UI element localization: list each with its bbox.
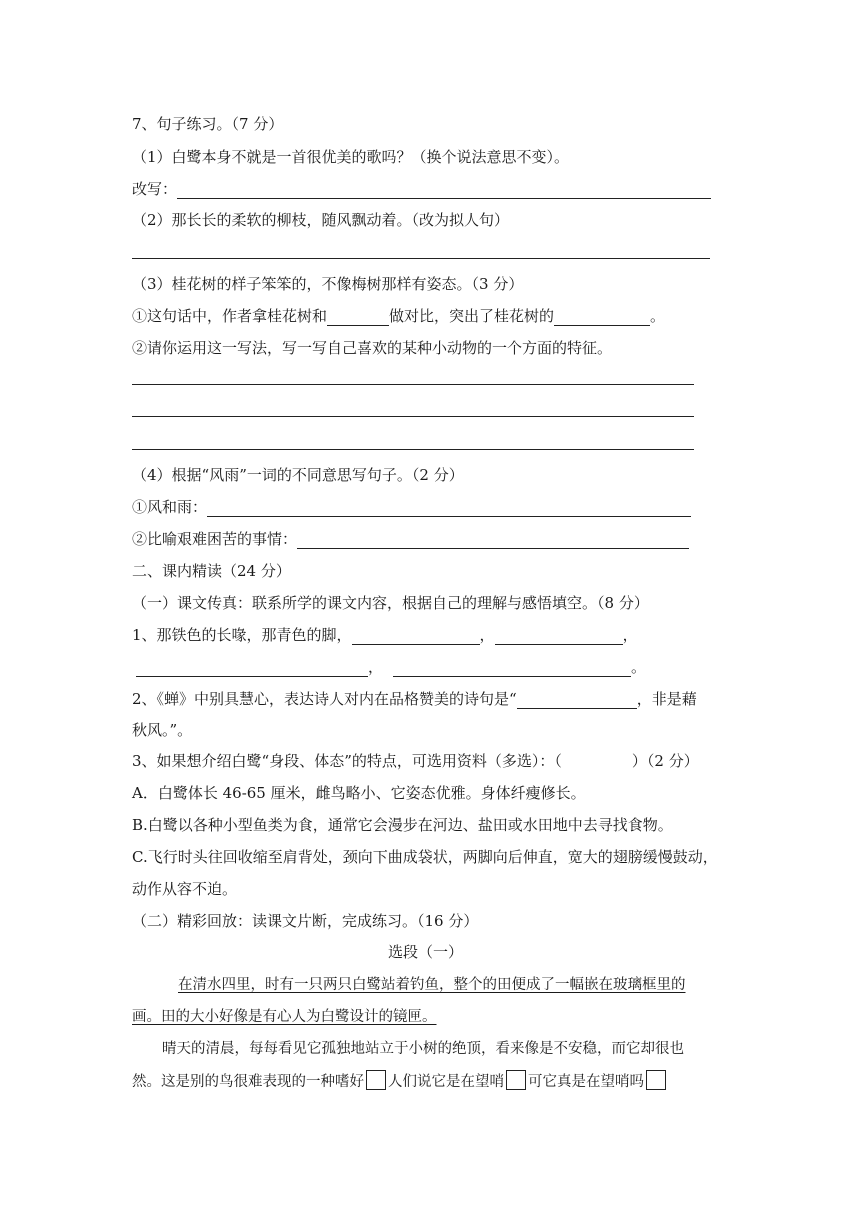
answer-line[interactable] — [177, 182, 711, 199]
comma: ， — [368, 658, 384, 676]
s2-q1-line1 — [132, 625, 638, 645]
p2-text-c: 可它真是在望哨吗 — [528, 1074, 644, 1090]
q3-prefix: 3、如果想介绍白鹭“身段、体态”的特点，可选用资料（多选）：（ — [132, 752, 562, 770]
answer-blank[interactable] — [495, 628, 623, 645]
q7-s3-b: ②请你运用这一写法，写一写自己喜欢的某种小动物的一个方面的特征。 — [132, 339, 613, 357]
q7-s4-b — [132, 529, 689, 549]
punctuation-box[interactable] — [646, 1070, 666, 1090]
q1-prefix: 1、那铁色的长喙，那青色的脚， — [132, 626, 352, 644]
q3-suffix: ）（2 分） — [631, 752, 699, 770]
p2-text-b: 人们说它是在望哨 — [388, 1074, 504, 1090]
excerpt-p2-line2 — [132, 1070, 668, 1092]
s3a-text-2: 做对比，突出了桂花树的 — [389, 307, 555, 325]
comma: ， — [479, 626, 495, 644]
excerpt-p1-line1: 在清水四里，时有一只两只白鹭站着钓鱼，整个的田便成了一幅嵌在玻璃框里的 — [178, 977, 686, 993]
option-a: A．白鹭体长 46-65 厘米，雌鸟略小、它姿态优雅。身体纤瘦修长。 — [132, 784, 586, 802]
answer-line[interactable] — [207, 500, 691, 517]
answer-line[interactable] — [132, 449, 694, 450]
answer-line[interactable] — [132, 416, 694, 417]
q7-s1: （1）白鹭本身不就是一首很优美的歌吗？（换个说法意思不变）。 — [132, 148, 570, 166]
excerpt-title: 选段（一） — [388, 943, 464, 961]
q2-prefix: 2、《蝉》中别具慧心，表达诗人对内在品格赞美的诗句是“ — [132, 690, 517, 708]
s4a-label: ①风和雨： — [132, 498, 208, 516]
part1-title: （一）课文传真：联系所学的课文内容，根据自己的理解与感悟填空。（8 分） — [132, 594, 649, 612]
comma: ， — [622, 626, 638, 644]
s2-q3 — [132, 751, 699, 771]
option-c-line1: C.飞行时头往回收缩至肩背处，颈向下曲成袋状，两脚向后伸直，宽大的翅膀缓慢鼓动， — [132, 848, 718, 866]
excerpt-p1-line2: 画。田的大小好像是有心人为白鹭设计的镜匣。 — [132, 1009, 437, 1025]
option-c-line2: 动作从容不迫。 — [132, 880, 238, 898]
s3a-end: 。 — [650, 307, 666, 325]
answer-blank[interactable] — [136, 660, 368, 677]
excerpt-p2-line1: 晴天的清晨，每每看见它孤独地站立于小树的绝顶，看来像是不安稳，而它却很也 — [162, 1041, 684, 1057]
rewrite-label: 改写： — [132, 180, 178, 198]
s2-q2-line1 — [132, 689, 697, 709]
q2-suffix: ，非是藉 — [636, 690, 697, 708]
section2-title: 二、课内精读（24 分） — [132, 562, 291, 580]
q7-s1-rewrite — [132, 179, 711, 199]
s3a-text-1: ①这句话中，作者拿桂花树和 — [132, 307, 328, 325]
punctuation-box[interactable] — [506, 1070, 526, 1090]
answer-line[interactable] — [132, 384, 694, 385]
period: 。 — [631, 658, 647, 676]
q7-title: 7、句子练习。（7 分） — [132, 115, 284, 133]
answer-blank[interactable] — [352, 628, 480, 645]
s2-q2-line2: 秋风。”。 — [132, 721, 193, 739]
q7-s4: （4）根据“风雨”一词的不同意思写句子。（2 分） — [132, 466, 464, 484]
q7-s3-a — [132, 306, 665, 326]
option-b: B.白鹭以各种小型鱼类为食，通常它会漫步在河边、盐田或水田地中去寻找食物。 — [132, 816, 673, 834]
answer-blank[interactable] — [327, 309, 389, 326]
part2-title: （二）精彩回放：读课文片断，完成练习。（16 分） — [132, 912, 479, 930]
answer-line[interactable] — [297, 532, 689, 549]
punctuation-box[interactable] — [366, 1070, 386, 1090]
p2-text-a: 然。这是别的鸟很难表现的一种嗜好 — [132, 1074, 364, 1090]
answer-blank[interactable] — [554, 309, 650, 326]
q7-s2: （2）那长长的柔软的柳枝，随风飘动着。（改为拟人句） — [132, 211, 510, 229]
q7-s4-a — [132, 497, 691, 517]
answer-blank[interactable] — [393, 660, 631, 677]
q7-s3: （3）桂花树的样子笨笨的，不像梅树那样有姿态。（3 分） — [132, 275, 524, 293]
answer-blank[interactable] — [517, 692, 637, 709]
s2-q1-line2 — [136, 657, 646, 677]
answer-line[interactable] — [132, 258, 710, 259]
s4b-label: ②比喻艰难困苦的事情： — [132, 530, 298, 548]
